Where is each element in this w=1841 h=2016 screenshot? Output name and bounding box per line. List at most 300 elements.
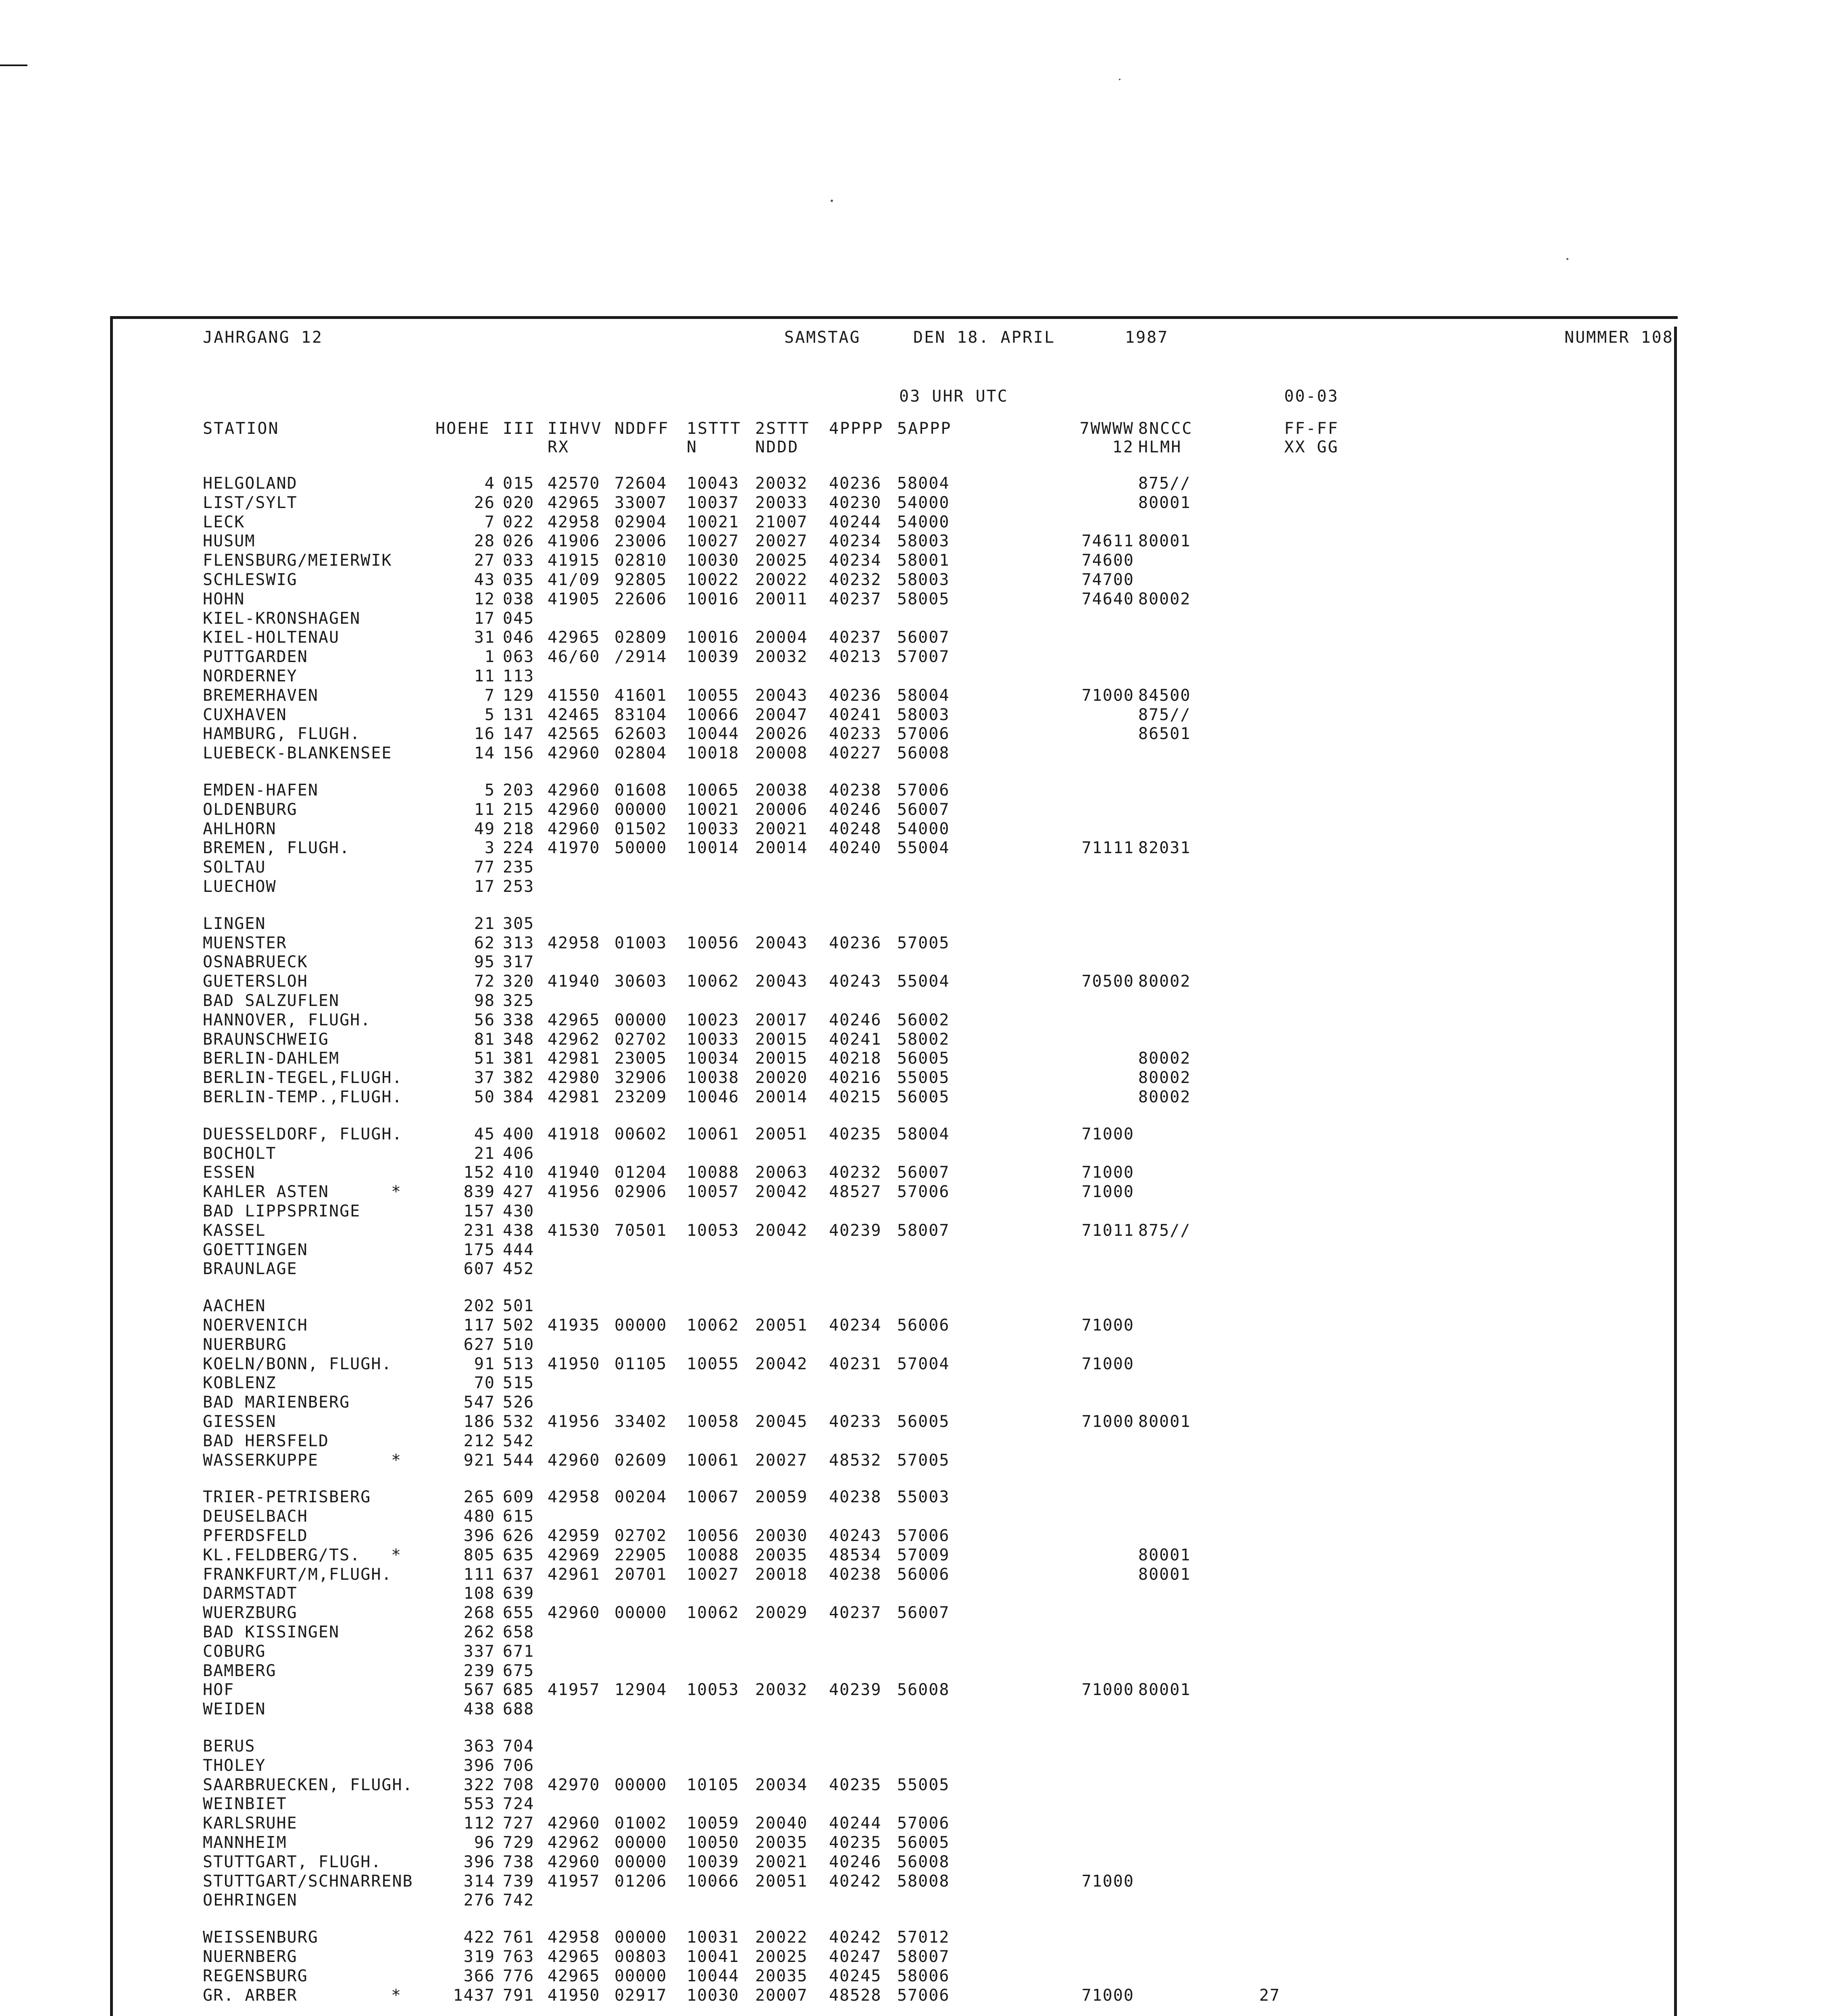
7wwww-value: 71000: [1081, 1986, 1134, 2005]
station-name: LECK: [203, 512, 245, 531]
hoehe-value: 366: [463, 1966, 495, 1985]
hoehe-value: 50: [474, 1088, 495, 1106]
hoehe-value: 45: [474, 1125, 495, 1143]
nddff-value: 02904: [614, 512, 667, 531]
4pppp-value: 40215: [829, 1088, 882, 1106]
station-name: MUENSTER: [203, 933, 287, 952]
1sttt-value: 10056: [687, 933, 739, 952]
4pppp-value: 48534: [829, 1545, 882, 1564]
station-name: BERLIN-DAHLEM: [203, 1049, 340, 1068]
2sttt-value: 20033: [755, 493, 808, 512]
1sttt-value: 10053: [687, 1221, 739, 1240]
station-name: ESSEN: [203, 1163, 256, 1182]
iihvv-value: 41950: [548, 1986, 600, 2005]
7wwww-value: 71000: [1081, 1354, 1134, 1373]
station-name: AACHEN: [203, 1297, 266, 1316]
iihvv-value: 42965: [548, 628, 600, 647]
2sttt-value: 20034: [755, 1775, 808, 1794]
5appp-value: 56006: [897, 1316, 950, 1335]
station-name: BREMERHAVEN: [203, 686, 319, 705]
iii-value: 033: [503, 551, 535, 570]
iii-value: 655: [503, 1604, 535, 1622]
iii-value: 502: [503, 1316, 535, 1335]
iii-value: 510: [503, 1335, 535, 1354]
iii-value: 325: [503, 991, 535, 1010]
iihvv-value: 42981: [548, 1049, 600, 1068]
5appp-value: 56008: [897, 744, 950, 763]
station-name: STUTTGART/SCHNARRENB: [203, 1872, 413, 1891]
2sttt-value: 20006: [755, 800, 808, 819]
scan-speck: [1119, 79, 1120, 80]
nddff-value: 23006: [614, 532, 667, 551]
nddff-value: 33402: [614, 1412, 667, 1431]
5appp-value: 55004: [897, 972, 950, 991]
col-7wwww: [1041, 419, 1134, 456]
station-name: BREMEN, FLUGH.: [203, 839, 350, 858]
2sttt-value: 20027: [755, 1451, 808, 1470]
7wwww-value: 71011: [1081, 1221, 1134, 1240]
1sttt-value: 10041: [687, 1947, 739, 1966]
col-nddff: NDDFF: [614, 419, 669, 438]
4pppp-value: 40246: [829, 800, 882, 819]
nddff-value: 00602: [614, 1125, 667, 1143]
5appp-value: 57012: [897, 1928, 950, 1947]
station-name: SCHLESWIG: [203, 571, 298, 589]
7wwww-value: 71000: [1081, 1316, 1134, 1335]
1sttt-value: 10056: [687, 1527, 739, 1545]
nddff-value: 33007: [614, 493, 667, 512]
iihvv-value: 42962: [548, 1833, 600, 1852]
2sttt-value: 20035: [755, 1545, 808, 1564]
4pppp-value: 48527: [829, 1183, 882, 1202]
4pppp-value: 40238: [829, 781, 882, 800]
hoehe-value: 4: [484, 474, 495, 493]
1sttt-value: 10055: [687, 1354, 739, 1373]
2sttt-value: 20015: [755, 1049, 808, 1068]
iii-value: 685: [503, 1681, 535, 1699]
col-station: STATION: [203, 419, 279, 438]
2sttt-value: 20032: [755, 474, 808, 493]
station-name: GOETTINGEN: [203, 1240, 308, 1259]
4pppp-value: 40213: [829, 648, 882, 666]
1sttt-value: 10066: [687, 1872, 739, 1891]
iihvv-value: 42960: [548, 781, 600, 800]
hoehe-value: 553: [463, 1795, 495, 1814]
2sttt-value: 20042: [755, 1221, 808, 1240]
iii-value: 338: [503, 1010, 535, 1029]
nddff-value: 92805: [614, 571, 667, 589]
4pppp-value: 40241: [829, 1030, 882, 1049]
station-name: DUESSELDORF, FLUGH.: [203, 1125, 403, 1143]
station-name: STUTTGART, FLUGH.: [203, 1852, 382, 1871]
8nccc-value: 80001: [1138, 1412, 1191, 1431]
table-frame: [110, 316, 1678, 2016]
iihvv-value: 42970: [548, 1775, 600, 1794]
7wwww-value: 71111: [1081, 839, 1134, 858]
nddff-value: 00204: [614, 1488, 667, 1507]
2sttt-value: 20032: [755, 648, 808, 666]
hoehe-value: 70: [474, 1374, 495, 1393]
8nccc-value: 80002: [1138, 1088, 1191, 1106]
hoehe-value: 56: [474, 1010, 495, 1029]
col-2sttt-label: 2STTT: [755, 419, 810, 438]
iii-value: 544: [503, 1451, 535, 1470]
hoehe-value: 202: [463, 1297, 495, 1316]
observation-time: 03 UHR UTC: [899, 387, 1008, 406]
1sttt-value: 10067: [687, 1488, 739, 1507]
iihvv-value: 42958: [548, 1488, 600, 1507]
station-name: NOERVENICH: [203, 1316, 308, 1335]
station-name: DEUSELBACH: [203, 1507, 308, 1526]
hoehe-value: 117: [463, 1316, 495, 1335]
iii-value: 637: [503, 1565, 535, 1584]
4pppp-value: 40232: [829, 571, 882, 589]
4pppp-value: 40233: [829, 1412, 882, 1431]
iii-value: 515: [503, 1374, 535, 1393]
iii-value: 035: [503, 571, 535, 589]
2sttt-value: 20051: [755, 1125, 808, 1143]
5appp-value: 58004: [897, 474, 950, 493]
station-name: BAD SALZUFLEN: [203, 991, 340, 1010]
nddff-value: 01105: [614, 1354, 667, 1373]
hoehe-value: 547: [463, 1393, 495, 1412]
7wwww-value: 71000: [1081, 1163, 1134, 1182]
5appp-value: 55004: [897, 839, 950, 858]
iii-value: 609: [503, 1488, 535, 1507]
4pppp-value: 40242: [829, 1928, 882, 1947]
date-label: DEN 18. APRIL: [913, 328, 1056, 347]
hoehe-value: 111: [463, 1565, 495, 1584]
iii-value: 727: [503, 1814, 535, 1833]
hoehe-value: 51: [474, 1049, 495, 1068]
col-4pppp: 4PPPP: [829, 419, 884, 438]
nddff-value: 02702: [614, 1527, 667, 1545]
1sttt-value: 10018: [687, 744, 739, 763]
2sttt-value: 20032: [755, 1681, 808, 1699]
2sttt-value: 20030: [755, 1527, 808, 1545]
4pppp-value: 40238: [829, 1565, 882, 1584]
col-ff-sub: XX GG: [1284, 438, 1339, 456]
iii-value: 410: [503, 1163, 535, 1182]
nddff-value: 00000: [614, 1775, 667, 1794]
8nccc-value: 875//: [1138, 705, 1191, 724]
1sttt-value: 10050: [687, 1833, 739, 1852]
station-name: KARLSRUHE: [203, 1814, 298, 1833]
nddff-value: 00000: [614, 1316, 667, 1335]
4pppp-value: 40237: [829, 589, 882, 608]
2sttt-value: 20051: [755, 1872, 808, 1891]
iii-value: 739: [503, 1872, 535, 1891]
2sttt-value: 20029: [755, 1604, 808, 1622]
col-iihvv: [548, 419, 602, 456]
station-name: KASSEL: [203, 1221, 266, 1240]
iii-value: 763: [503, 1947, 535, 1966]
4pppp-value: 40244: [829, 512, 882, 531]
2sttt-value: 20038: [755, 781, 808, 800]
7wwww-value: 74611: [1081, 532, 1134, 551]
hoehe-value: 77: [474, 858, 495, 877]
iihvv-value: 42969: [548, 1545, 600, 1564]
iihvv-value: 42960: [548, 1852, 600, 1871]
station-name: GUETERSLOH: [203, 972, 308, 991]
nddff-value: 23005: [614, 1049, 667, 1068]
5appp-value: 58004: [897, 1125, 950, 1143]
iii-value: 113: [503, 667, 535, 685]
nddff-value: 01204: [614, 1163, 667, 1182]
4pppp-value: 40240: [829, 839, 882, 858]
iii-value: 020: [503, 493, 535, 512]
hoehe-value: 319: [463, 1947, 495, 1966]
hoehe-value: 3: [484, 839, 495, 858]
station-name: HOHN: [203, 589, 245, 608]
hoehe-value: 7: [484, 512, 495, 531]
1sttt-value: 10022: [687, 571, 739, 589]
hoehe-value: 839: [463, 1183, 495, 1202]
hoehe-value: 438: [463, 1700, 495, 1719]
col-8nccc: [1138, 419, 1193, 456]
iii-value: 224: [503, 839, 535, 858]
station-name: LIST/SYLT: [203, 493, 298, 512]
5appp-value: 54000: [897, 819, 950, 838]
station-name: COBURG: [203, 1642, 266, 1661]
1sttt-value: 10033: [687, 819, 739, 838]
iii-value: 671: [503, 1642, 535, 1661]
iii-value: 658: [503, 1623, 535, 1641]
station-name: OEHRINGEN: [203, 1891, 298, 1910]
iii-value: 704: [503, 1737, 535, 1756]
5appp-value: 57004: [897, 1354, 950, 1373]
iii-value: 513: [503, 1354, 535, 1373]
nddff-value: 02917: [614, 1986, 667, 2005]
nddff-value: 30603: [614, 972, 667, 991]
hoehe-value: 239: [463, 1661, 495, 1680]
iii-value: 131: [503, 705, 535, 724]
iihvv-value: 46/60: [548, 648, 600, 666]
8nccc-value: 875//: [1138, 474, 1191, 493]
2sttt-value: 20022: [755, 1928, 808, 1947]
station-name: BAD KISSINGEN: [203, 1623, 340, 1641]
station-name: BERUS: [203, 1737, 256, 1756]
4pppp-value: 40239: [829, 1681, 882, 1699]
4pppp-value: 40230: [829, 493, 882, 512]
1sttt-value: 10088: [687, 1545, 739, 1564]
col-1sttt-sub: N: [687, 438, 698, 456]
4pppp-value: 40234: [829, 1316, 882, 1335]
iihvv-value: 42958: [548, 1928, 600, 1947]
5appp-value: 58003: [897, 571, 950, 589]
iii-value: 147: [503, 725, 535, 744]
hoehe-value: 5: [484, 781, 495, 800]
5appp-value: 55003: [897, 1488, 950, 1507]
4pppp-value: 40232: [829, 1163, 882, 1182]
1sttt-value: 10016: [687, 628, 739, 647]
station-name: THOLEY: [203, 1756, 266, 1775]
5appp-value: 56007: [897, 628, 950, 647]
iihvv-value: 42959: [548, 1527, 600, 1545]
hoehe-value: 16: [474, 725, 495, 744]
station-name: OSNABRUECK: [203, 953, 308, 972]
iii-value: 022: [503, 512, 535, 531]
iihvv-value: 42965: [548, 493, 600, 512]
hoehe-value: 396: [463, 1527, 495, 1545]
iihvv-value: 42960: [548, 800, 600, 819]
5appp-value: 58003: [897, 532, 950, 551]
1sttt-value: 10044: [687, 1966, 739, 1985]
1sttt-value: 10062: [687, 1316, 739, 1335]
8nccc-value: 80002: [1138, 589, 1191, 608]
station-name: FLENSBURG/MEIERWIK: [203, 551, 392, 570]
5appp-value: 56005: [897, 1833, 950, 1852]
iii-value: 305: [503, 914, 535, 933]
2sttt-value: 20025: [755, 551, 808, 570]
hoehe-value: 17: [474, 877, 495, 896]
5appp-value: 55005: [897, 1775, 950, 1794]
2sttt-value: 20059: [755, 1488, 808, 1507]
iii-value: 427: [503, 1183, 535, 1202]
8nccc-value: 80002: [1138, 972, 1191, 991]
station-name: NUERNBERG: [203, 1947, 298, 1966]
iii-value: 635: [503, 1545, 535, 1564]
5appp-value: 57006: [897, 1527, 950, 1545]
2sttt-value: 20042: [755, 1183, 808, 1202]
station-name: BOCHOLT: [203, 1144, 277, 1163]
4pppp-value: 40244: [829, 1814, 882, 1833]
1sttt-value: 10055: [687, 686, 739, 705]
iihvv-value: 42960: [548, 744, 600, 763]
iii-value: 317: [503, 953, 535, 972]
1sttt-value: 10014: [687, 839, 739, 858]
hoehe-value: 363: [463, 1737, 495, 1756]
station-name: KOBLENZ: [203, 1374, 277, 1393]
iii-value: 738: [503, 1852, 535, 1871]
nddff-value: /2914: [614, 648, 667, 666]
iii-value: 156: [503, 744, 535, 763]
7wwww-value: 74640: [1081, 589, 1134, 608]
8nccc-value: 84500: [1138, 686, 1191, 705]
hoehe-value: 62: [474, 933, 495, 952]
hoehe-value: 27: [474, 551, 495, 570]
iii-value: 046: [503, 628, 535, 647]
1sttt-value: 10021: [687, 800, 739, 819]
5appp-value: 58002: [897, 1030, 950, 1049]
4pppp-value: 40216: [829, 1068, 882, 1087]
2sttt-value: 20018: [755, 1565, 808, 1584]
8nccc-value: 80001: [1138, 1565, 1191, 1584]
nddff-value: 01002: [614, 1814, 667, 1833]
1sttt-value: 10034: [687, 1049, 739, 1068]
2sttt-value: 20045: [755, 1412, 808, 1431]
nddff-value: 02906: [614, 1183, 667, 1202]
station-name: HELGOLAND: [203, 474, 298, 493]
7wwww-value: 74700: [1081, 571, 1134, 589]
4pppp-value: 40233: [829, 725, 882, 744]
hoehe-value: 11: [474, 667, 495, 685]
1sttt-value: 10021: [687, 512, 739, 531]
hoehe-value: 607: [463, 1260, 495, 1279]
iihvv-value: 41918: [548, 1125, 600, 1143]
2sttt-value: 20015: [755, 1030, 808, 1049]
station-name: CUXHAVEN: [203, 705, 287, 724]
col-iihvv-label: IIHVV: [548, 419, 602, 438]
iihvv-value: 41530: [548, 1221, 600, 1240]
hoehe-value: 152: [463, 1163, 495, 1182]
5appp-value: 58001: [897, 551, 950, 570]
1sttt-value: 10059: [687, 1814, 739, 1833]
5appp-value: 57006: [897, 1814, 950, 1833]
hoehe-value: 157: [463, 1202, 495, 1220]
iii-value: 532: [503, 1412, 535, 1431]
8nccc-value: 80001: [1138, 1545, 1191, 1564]
hoehe-value: 265: [463, 1488, 495, 1507]
issue-number: NUMMER 108: [1564, 328, 1674, 347]
7wwww-value: 74600: [1081, 551, 1134, 570]
station-name: BERLIN-TEGEL,FLUGH.: [203, 1068, 403, 1087]
5appp-value: 57007: [897, 648, 950, 666]
iihvv-value: 41970: [548, 839, 600, 858]
nddff-value: 01608: [614, 781, 667, 800]
hoehe-value: 396: [463, 1852, 495, 1871]
4pppp-value: 40238: [829, 1488, 882, 1507]
7wwww-value: 71000: [1081, 686, 1134, 705]
station-name: WUERZBURG: [203, 1604, 298, 1622]
4pppp-value: 40243: [829, 1527, 882, 1545]
mountain-marker: *: [391, 1986, 402, 2005]
iii-value: 452: [503, 1260, 535, 1279]
hoehe-value: 921: [463, 1451, 495, 1470]
5appp-value: 56005: [897, 1049, 950, 1068]
hoehe-value: 805: [463, 1545, 495, 1564]
7wwww-value: 71000: [1081, 1125, 1134, 1143]
station-name: HAMBURG, FLUGH.: [203, 725, 361, 744]
4pppp-value: 40235: [829, 1833, 882, 1852]
2sttt-value: 20063: [755, 1163, 808, 1182]
day-label: SAMSTAG: [784, 328, 861, 347]
hoehe-value: 396: [463, 1756, 495, 1775]
nddff-value: 00803: [614, 1947, 667, 1966]
station-name: BAMBERG: [203, 1661, 277, 1680]
iihvv-value: 41956: [548, 1412, 600, 1431]
iii-value: 406: [503, 1144, 535, 1163]
iihvv-value: 41940: [548, 972, 600, 991]
station-name: LUECHOW: [203, 877, 277, 896]
hoehe-value: 28: [474, 532, 495, 551]
col-1sttt: [687, 419, 741, 456]
station-name: WEIDEN: [203, 1700, 266, 1719]
4pppp-value: 40246: [829, 1010, 882, 1029]
hoehe-value: 175: [463, 1240, 495, 1259]
iii-value: 253: [503, 877, 535, 896]
5appp-value: 57005: [897, 933, 950, 952]
hoehe-value: 186: [463, 1412, 495, 1431]
2sttt-value: 20021: [755, 1852, 808, 1871]
nddff-value: 23209: [614, 1088, 667, 1106]
8nccc-value: 86501: [1138, 725, 1191, 744]
iii-value: 203: [503, 781, 535, 800]
iii-value: 015: [503, 474, 535, 493]
station-name: OLDENBURG: [203, 800, 298, 819]
hoehe-value: 231: [463, 1221, 495, 1240]
station-name: WASSERKUPPE: [203, 1451, 319, 1470]
4pppp-value: 40236: [829, 933, 882, 952]
1sttt-value: 10030: [687, 551, 739, 570]
iii-value: 320: [503, 972, 535, 991]
8nccc-value: 875//: [1138, 1221, 1191, 1240]
5appp-value: 55005: [897, 1068, 950, 1087]
5appp-value: 58006: [897, 1966, 950, 1985]
8nccc-value: 80001: [1138, 532, 1191, 551]
1sttt-value: 10058: [687, 1412, 739, 1431]
5appp-value: 56005: [897, 1088, 950, 1106]
